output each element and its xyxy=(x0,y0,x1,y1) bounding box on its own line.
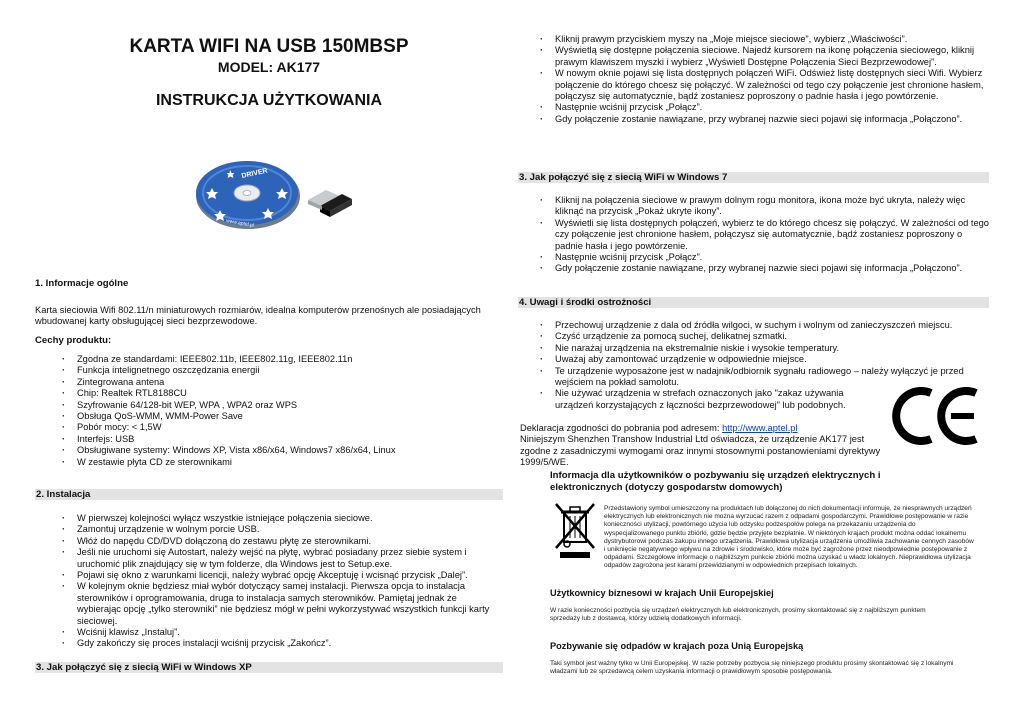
section1-heading: 1. Informacje ogólne xyxy=(35,278,129,289)
outside-eu-text: Taki symbol jest ważny tylko w Unii Europejskej. W razie potrzeby pozbycia się niniejszego produktu prosimy skontaktować się z lokalnymi władzami lub ze sprzedawcą celem uzyskania informacji o prawidłowym sposobie postępowania. xyxy=(550,660,954,676)
list-item: · Zintegrowana antena xyxy=(62,377,502,388)
section3-xp-heading: 3. Jak połączyć się z siecią WiFi w Windows XP xyxy=(35,662,503,673)
list-item: · Gdy połączenie zostanie nawiązane, przy wybranej nazwie sieci pojawi się informacja „Połączono”. xyxy=(540,263,990,274)
model-label: MODEL: AK177 xyxy=(217,59,321,75)
list-item: · Chip: Realtek RTL8188CU xyxy=(62,388,502,399)
list-item: · Nie używać urządzenia w strefach oznaczonych jako "zakaz używania urządzeń korzystających z łączności bezprzewodowej" lub podobnych. xyxy=(540,388,875,411)
list-item: · Kliknij prawym przyciskiem myszy na „Moje miejsce sieciowe”, wybierz „Właściwości”. xyxy=(540,34,990,45)
list-item: · Pobór mocy: < 1,5W xyxy=(62,422,502,433)
cd-bottom-text: www.aptel.pl xyxy=(225,218,255,229)
business-text: W razie konieczności pozbycia się urządzeń elektrycznych lub elektronicznych, prosimy skontaktować się z najbliższym punktem sprzedaży lub z dostawcą, którzy udzielą dodatkowych informacji. xyxy=(550,607,926,623)
section4-heading: 4. Uwagi i środki ostrożności xyxy=(518,297,989,308)
list-item: · Następnie wciśnij przycisk „Połącz”. xyxy=(540,252,990,263)
business-heading: Użytkownicy biznesowi w krajach Unii Europejskiej xyxy=(550,588,774,598)
manual-heading: INSTRUKCJA UŻYTKOWANIA xyxy=(155,92,383,109)
list-item: · Pojawi się okno z warunkami licencji, należy wybrać opcję Akceptuję i wcisnąć przycisk „Dalej”. xyxy=(62,570,502,581)
declaration xyxy=(520,423,885,469)
declaration-link[interactable]: http://www.aptel.pl xyxy=(722,423,798,433)
list-item: · Uważaj aby zamontować urządzenie w odpowiednie miejsce. xyxy=(540,354,988,365)
list-item: · Funkcja intelignetnego oszczędzania energii xyxy=(62,365,502,376)
list-item: · Wyświetli się lista dostępnych połączeń, wybierz te do którego chcesz się połączyć. W zależności od tego czy połączenie jest chronione hasłem, połączysz się automatycznie, bądź zostaniesz poproszony o padnie hasła i jego powtórzenie. xyxy=(540,218,990,252)
list-item: · Zgodna ze standardami: IEEE802.11b, IEEE802.11g, IEEE802.11n xyxy=(62,354,502,365)
list-item: · W kolejnym oknie będziesz miał wybór dotyczący samej instalacji. Pierwsza opcja to instalacja sterowników i oprogramowania, druga to instalacja samych sterowników. Pamiętaj jednak że wybierając opcję „tylko sterowniki” nie będziesz mógł w pełni wykorzystywać wszystkich funkcji karty sieciowej. xyxy=(62,581,502,627)
xp-steps xyxy=(540,34,990,125)
list-item: · Wciśnij klawisz „Instaluj”. xyxy=(62,627,502,638)
product-image xyxy=(190,158,360,234)
outside-eu-heading: Pozbywanie się odpadów w krajach poza Unią Europejską xyxy=(550,641,804,651)
section3-win7-heading: 3. Jak połączyć się z siecią WiFi w Windows 7 xyxy=(518,172,989,183)
list-item: · Zamontuj urządzenie w wolnym porcie USB. xyxy=(62,524,502,535)
features-list xyxy=(62,354,502,468)
list-item: · Obsługiwane systemy: Windows XP, Vista x86/x64, Windows7 x86/x64, Linux xyxy=(62,445,502,456)
declaration-body: Niniejszym Shenzhen Transhow Industrial Ltd oświadcza, że urządzenie AK177 jest zgodne z zasadniczymi wymogami oraz innymi stosownymi postanowieniami dyrektywy 1999/5/WE. xyxy=(520,434,881,468)
weee-heading: Informacja dla użytkowników o pozbywaniu się urządzeń elektrycznych i elektronicznych (dotyczy gospodarstw domowych) xyxy=(550,470,881,493)
cd-label: DRIVER xyxy=(240,167,269,180)
list-item: · Interfejs: USB xyxy=(62,434,502,445)
list-item: · Przechowuj urządzenie z dala od źródła wilgoci, w suchym i wolnym od zanieczyszczeń miejscu. xyxy=(540,320,988,331)
weee-text: Przedstawiony symbol umieszczony na produktach lub dołączonej do nich dokumentacji informuje, że niesprawnych urządzeń elektrycznych lub elektronicznych nie można wyrzucać razem z odpadami gospodarczymi. Prawidłowe postępowanie w razie konieczności utylizacji, powtórnego użycia lub odzysku podzespołów polega na przekazaniu urządzenia do wyspecjalizowanego punktu zbiórki, gdzie będzie przyjęte bezpłatnie. W niektórych krajach produkt można oddać lokalnemu dystrybutorowi podczas zakupu innego urządzenia. Prawidłowa utylizacja urządzenia umożliwia zachowanie cennych zasobów i uniknięcie negatywnego wpływu na zdrowie i środowisko, które może być zagrożone przez nieodpowiednie postępowanie z odpadami. Szczegółowe informacje o najbliższym punkcie zbiórki można uzyskać u władz lokalnych. Nieprawidłowa utylizacja odpadów zagrożona jest karami przewidzianymi w odpowiednich przepisach lokalnych. xyxy=(604,505,974,570)
list-item: · W pierwszej kolejności wyłącz wszystkie istniejące połączenia sieciowe. xyxy=(62,513,502,524)
usb-dongle xyxy=(308,190,352,217)
list-item: · Gdy połączenie zostanie nawiązane, przy wybranej nazwie sieci pojawi się informacja „Połączono”. xyxy=(540,114,990,125)
crossed-bin-icon xyxy=(552,502,598,560)
list-item: · Gdy zakończy się proces instalacji wciśnij przycisk „Zakończ”. xyxy=(62,638,502,649)
list-item: · Czyść urządzenie za pomocą suchej, delikatnej szmatki. xyxy=(540,331,988,342)
section2-heading: 2. Instalacja xyxy=(35,489,503,500)
list-item: · Kliknij na połączenia sieciowe w prawym dolnym rogu monitora, ikona może być ukryta, należy więc kliknąć na przycisk „Pokaż ukryte ikony”. xyxy=(540,195,990,218)
ce-mark-icon xyxy=(890,385,982,447)
features-heading: Cechy produktu: xyxy=(35,335,112,346)
list-item: · W nowym oknie pojawi się lista dostępnych połączeń WiFi. Odśwież listę dostępnych sieci Wifi. Wybierz połączenie do którego chcesz się połączyć. W zależności od tego czy połączenie jest chronione hasłem, połączysz się automatycznie, bądź zostaniesz poproszony o padnie hasła i jego powtórzenie. xyxy=(540,68,990,102)
document-title: KARTA WIFI NA USB 150MBSP xyxy=(129,36,409,57)
list-item: · Szyfrowanie 64/128-bit WEP, WPA , WPA2 oraz WPS xyxy=(62,400,502,411)
installation-steps xyxy=(62,513,502,650)
win7-steps xyxy=(540,195,990,275)
list-item: · Włóż do napędu CD/DVD dołączoną do zestawu płytę ze sterownikami. xyxy=(62,536,502,547)
list-item: · W zestawie płyta CD ze sterownikami xyxy=(62,457,502,468)
list-item: · Jeśli nie uruchomi się Autostart, należy wejść na płytę, wybrać posiadany przez siebie system i uruchomić plik znajdujący się w tym folderze, dla Windows jest to Setup.exe. xyxy=(62,547,502,570)
list-item: · Nie narażaj urządzenia na ekstremalnie niskie i wysokie temperatury. xyxy=(540,343,988,354)
section1-intro: Karta sieciowia Wifi 802.11/n miniaturowych rozmiarów, idealna komputerów przenośnych ale posiadających wbudowanej karty obsługującej sieci bezprzewodowe. xyxy=(35,305,481,327)
list-item: · Obsługa QoS-WMM, WMM-Power Save xyxy=(62,411,502,422)
list-item: · Te urządzenie wyposażone jest w nadajnik/odbiornik sygnału radiowego – należy wyłączyć je przed wejściem na pokład samolotu. xyxy=(540,366,975,389)
list-item: · Wyświetlą się dostępne połączenia sieciowe. Najedź kursorem na ikonę połączenia sieciowego, kliknij prawym klawiszem myszki i wybierz „Wyświetl Dostępne Połączenia Sieci Bezprzewodowej”. xyxy=(540,45,990,68)
list-item: · Następnie wciśnij przycisk „Połącz”. xyxy=(540,102,990,113)
declaration-prefix: Deklaracja zgodności do pobrania pod adresem: xyxy=(520,423,723,433)
